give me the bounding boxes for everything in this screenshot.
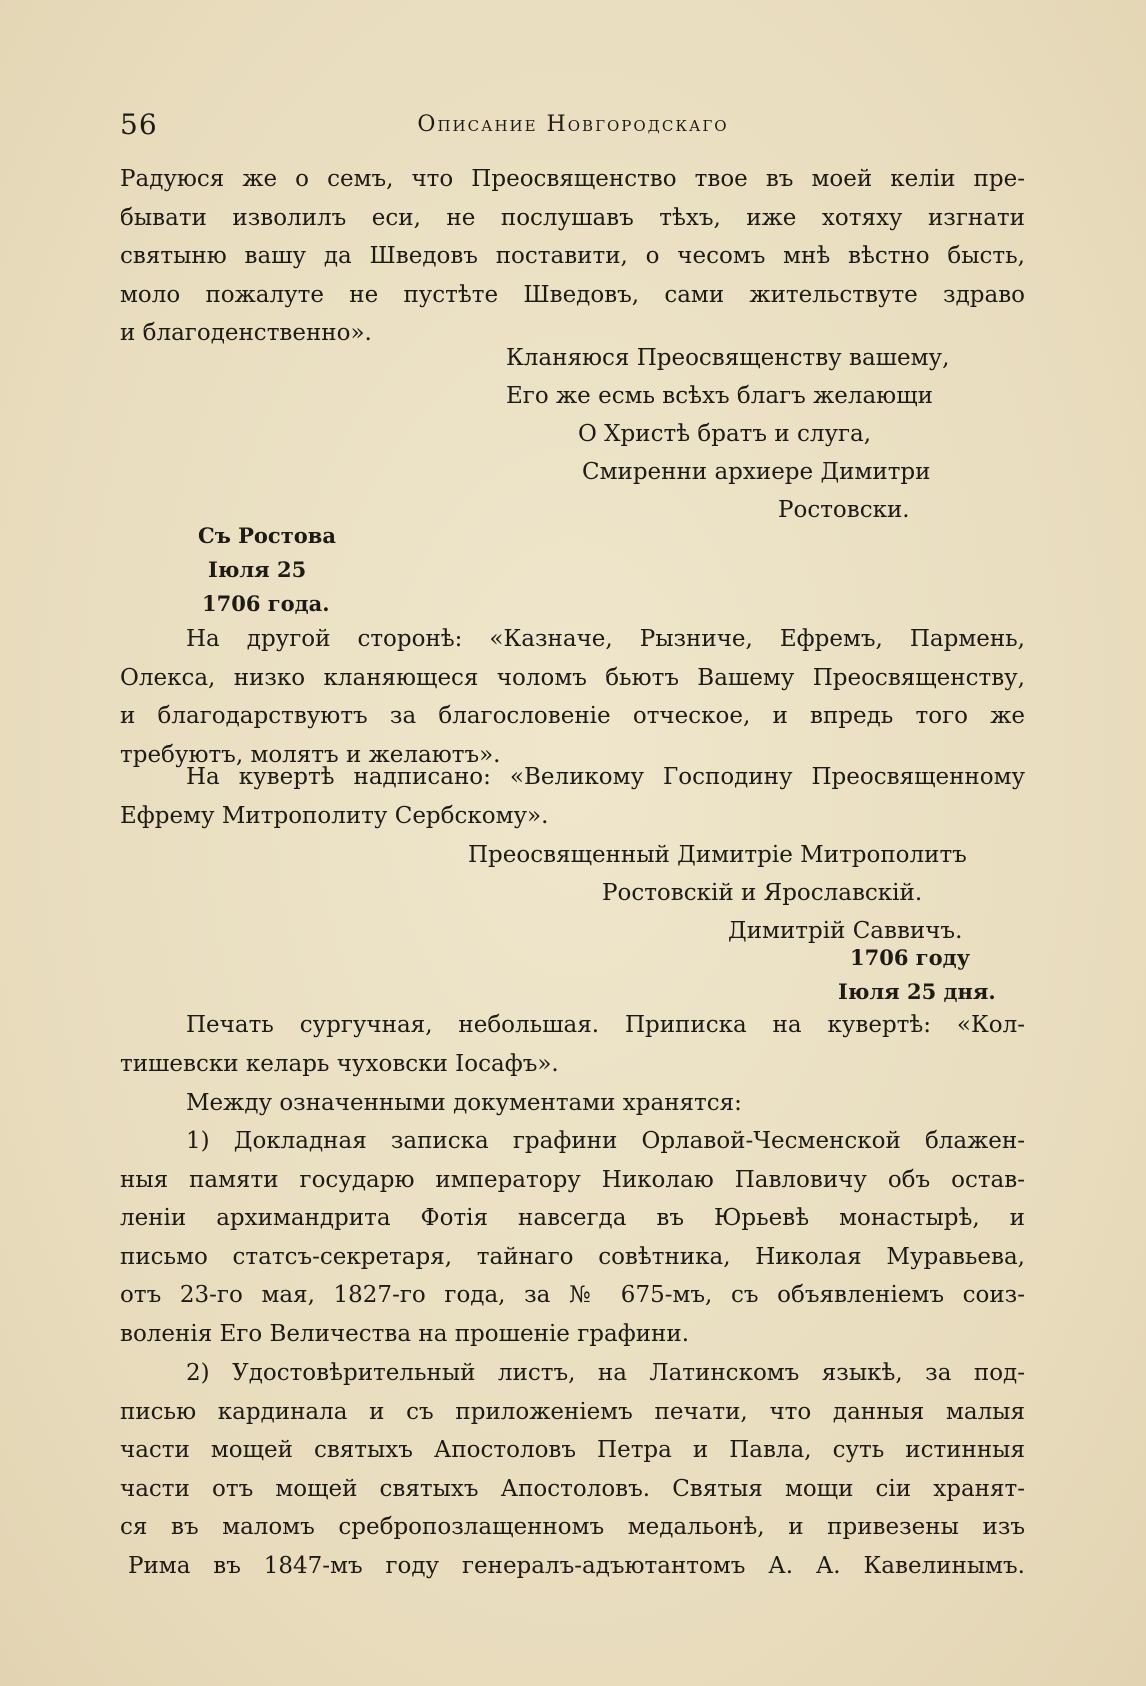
text-line: ныя памяти государю императору Николаю Павловичу объ остав-: [120, 1166, 1025, 1193]
text-line: требуютъ, молятъ и желаютъ».: [120, 741, 501, 768]
text-line: На другой сторонѣ: «Казначе, Рызниче, Ефремъ, Пармень,: [186, 626, 1025, 652]
text-line: святыню вашу да Шведовъ поставити, о чесомъ мнѣ вѣстно бысть,: [120, 243, 1025, 270]
closing-line: Смиренни архиере Димитри: [582, 459, 931, 485]
text-line: отъ 23-го мая, 1827-го года, за № 675-мъ, съ объявленіемъ соиз-: [120, 1282, 1025, 1309]
text-line: На кувертѣ надписано: «Великому Господину Преосвященному: [186, 764, 1025, 790]
text-line: тишевски келарь чуховски Іосафъ».: [120, 1050, 559, 1077]
text-line: Ефрему Митрополиту Сербскому».: [120, 802, 549, 829]
text-line: леніи архимандрита Фотія навсегда въ Юрьевѣ монастырѣ, и: [120, 1205, 1025, 1232]
text-line: Печать сургучная, небольшая. Приписка на кувертѣ: «Кол-: [186, 1012, 1025, 1038]
text-line: бывати изволилъ еси, не послушавъ тѣхъ, иже хотяху изгнати: [120, 204, 1025, 231]
text-line: части мощей святыхъ Апостоловъ Петра и Павла, суть истинныя: [120, 1437, 1025, 1464]
text-line: 2) Удостовѣрительный листъ, на Латинскомъ языкѣ, за под-: [186, 1360, 1025, 1386]
text-line: Радуюся же о семъ, что Преосвященство твое въ моей келіи пре-: [120, 166, 1025, 192]
closing-line: Его же есмь всѣхъ благъ желающи: [506, 383, 933, 409]
running-head: Описание Новгородскаго: [417, 112, 729, 137]
seal-paragraph: [120, 1006, 1025, 1083]
document-item-2: [120, 1354, 1025, 1586]
page-number: 56: [120, 108, 158, 141]
text-line: части отъ мощей святыхъ Апостоловъ. Святыя мощи сіи хранят-: [120, 1475, 1025, 1502]
text-line: моло пожалуте не пустѣте Шведовъ, сами жительствуте здраво: [120, 281, 1025, 308]
text-line: Рима въ 1847-мъ году генералъ-адъютантомъ А. А. Кавелинымъ.: [128, 1552, 1025, 1579]
letter-paragraph: [120, 160, 1025, 353]
text-line: ся въ маломъ сребропозлащенномъ медальонѣ, и привезены изъ: [120, 1514, 1025, 1541]
letter-date-line: 1706 года.: [202, 591, 330, 616]
document-item-1: [120, 1122, 1025, 1354]
text-line: Между означенными документами хранятся:: [186, 1090, 742, 1116]
reverse-paragraph: [120, 620, 1025, 774]
text-line: 1) Докладная записка графини Орлавой-Чесменской блажен-: [186, 1128, 1025, 1154]
letter-date-line: Іюля 25: [208, 557, 307, 582]
closing-line: Ростовски.: [778, 497, 910, 523]
text-line: письмо статсъ-секретаря, тайнаго совѣтника, Николая Муравьева,: [120, 1243, 1025, 1270]
text-line: Олекса, низко кланяющеся чоломъ бьютъ Вашему Преосвященству,: [120, 664, 1025, 691]
text-line: воленія Его Величества на прошеніе графини.: [120, 1320, 690, 1347]
text-line: и благоденственно».: [120, 320, 372, 347]
envelope-date-line: 1706 году: [850, 945, 971, 970]
text-line: писью кардинала и съ приложеніемъ печати, что данныя малыя: [120, 1398, 1025, 1425]
closing-line: О Христѣ братъ и слуга,: [578, 421, 872, 447]
signature-line: Димитрій Саввичъ.: [728, 918, 963, 944]
signature-line: Ростовскій и Ярославскій.: [602, 880, 923, 906]
documents-intro: [120, 1084, 1025, 1123]
signature-line: Преосвященный Димитріе Митрополитъ: [468, 842, 967, 868]
envelope-date-line: Іюля 25 дня.: [838, 979, 996, 1004]
text-line: и благодарствуютъ за благословеніе отческое, и впредь того же: [120, 703, 1025, 730]
letter-date-line: Съ Ростова: [198, 523, 336, 548]
envelope-paragraph: [120, 758, 1025, 835]
closing-line: Кланяюся Преосвященству вашему,: [506, 345, 950, 371]
